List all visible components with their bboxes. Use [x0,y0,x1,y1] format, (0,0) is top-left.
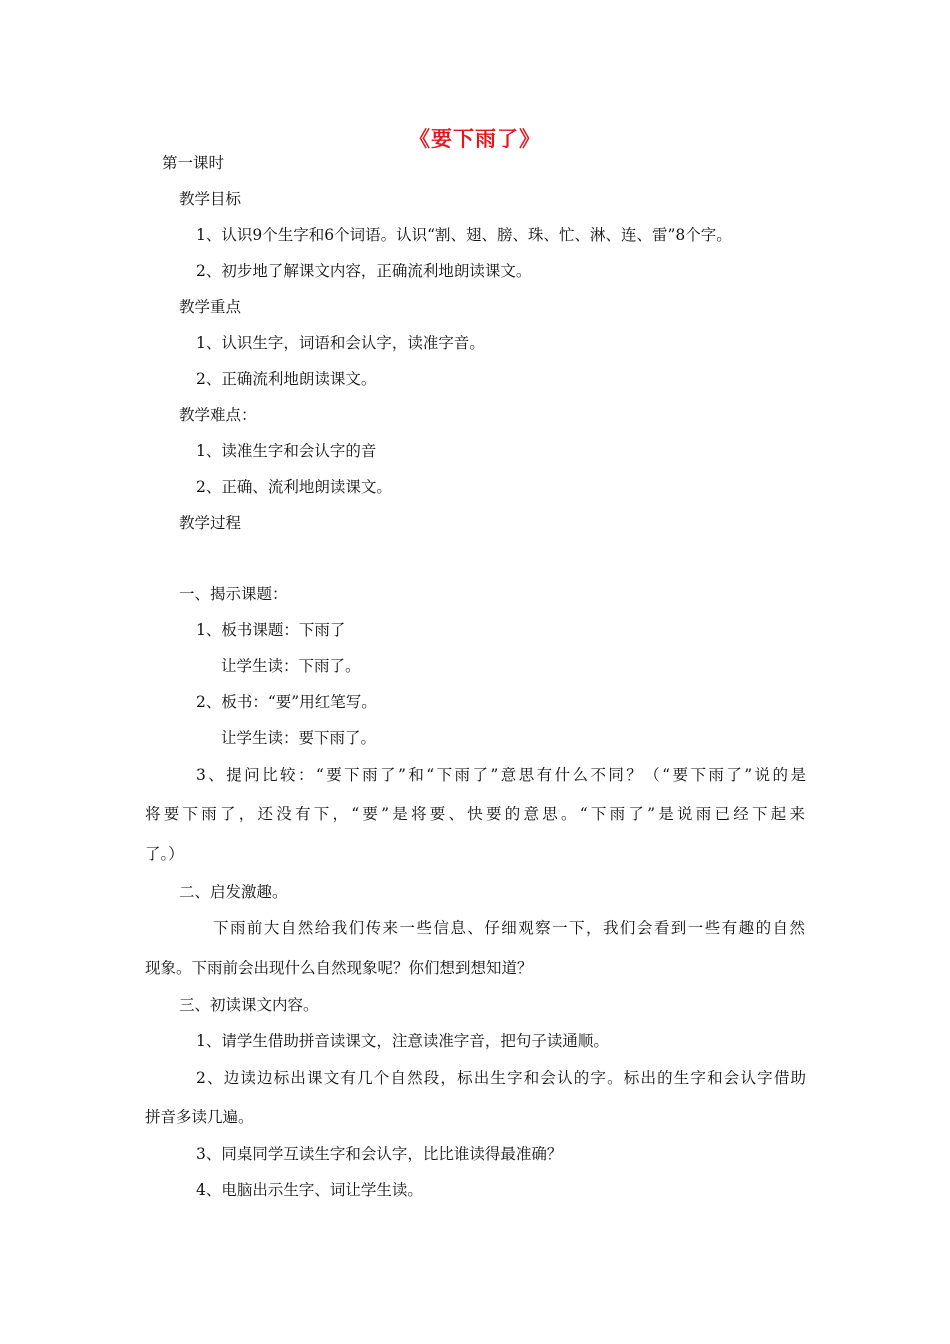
paragraph-line: 1、请学生借助拼音读课文，注意读准字音，把句子读通顺。 [196,1032,609,1050]
section-heading: 一、揭示课题： [179,585,288,603]
paragraph-line: 让学生读：下雨了。 [221,657,361,675]
paragraph-line: 2、正确、流利地朗读课文。 [196,478,392,496]
paragraph-line: 2、正确流利地朗读课文。 [196,370,377,388]
section-heading: 教学难点： [179,406,257,424]
paragraph-line: 4、电脑出示生字、词让学生读。 [196,1181,423,1199]
paragraph-line: 下雨前大自然给我们传来一些信息、仔细观察一下，我们会看到一些有趣的自然 [213,919,805,937]
paragraph-line: 2、初步地了解课文内容，正确流利地朗读课文。 [196,262,532,280]
lesson-period: 第一课时 [162,154,225,172]
paragraph-line: 将要下雨了，还没有下，“要”是将要、快要的意思。“下雨了”是说雨已经下起来 [145,805,805,823]
paragraph-line: 1、板书课题：下雨了 [196,621,346,639]
section-heading: 二、启发激趣。 [179,883,288,901]
section-heading: 三、初读课文内容。 [179,996,319,1014]
paragraph-line: 拼音多读几遍。 [145,1108,254,1126]
document-title: 《要下雨了》 [409,127,541,151]
paragraph-line: 1、认识9个生字和6个词语。认识“割、翅、膀、珠、忙、淋、连、雷”8个字。 [196,226,732,244]
section-heading: 教学重点 [179,298,242,316]
paragraph-line: 了。） [145,845,184,863]
paragraph-line: 1、认识生字，词语和会认字，读准字音。 [196,334,485,352]
paragraph-line: 现象。下雨前会出现什么自然现象呢？你们想到想知道？ [145,959,533,977]
paragraph-line: 1、读准生字和会认字的音 [196,442,377,460]
paragraph-line: 让学生读：要下雨了。 [221,729,377,747]
section-heading: 教学过程 [179,514,242,532]
paragraph-line: 3、提问比较：“要下雨了”和“下雨了”意思有什么不同？（“要下雨了”说的是 [196,766,806,784]
paragraph-line: 3、同桌同学互读生字和会认字，比比谁读得最准确？ [196,1145,563,1163]
paragraph-line: 2、板书：“要”用红笔写。 [196,693,377,711]
section-heading: 教学目标 [179,190,242,208]
paragraph-line: 2、边读边标出课文有几个自然段，标出生字和会认的字。标出的生字和会认字借助 [196,1069,806,1087]
